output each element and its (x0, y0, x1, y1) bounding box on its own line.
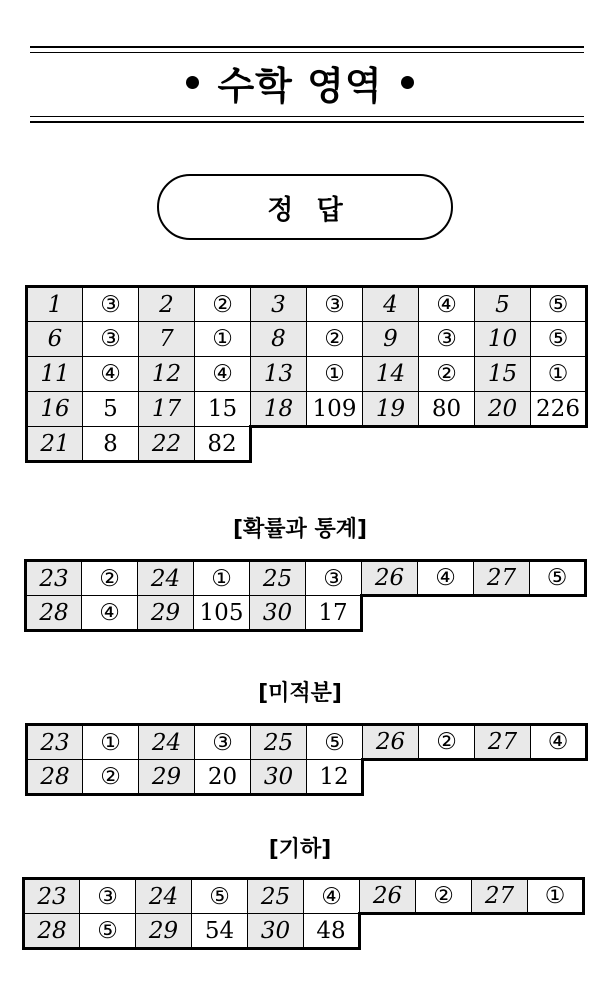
question-number: 17 (139, 392, 195, 427)
question-number: 19 (363, 392, 419, 427)
answer-value: ① (195, 322, 251, 357)
answer-value: ④ (195, 357, 251, 392)
question-number: 22 (139, 427, 195, 462)
answer-value: 80 (419, 392, 475, 427)
question-number: 11 (27, 357, 83, 392)
answer-value: ③ (195, 725, 251, 760)
answer-value: 226 (531, 392, 587, 427)
answer-row (27, 287, 587, 322)
question-number: 25 (248, 879, 304, 914)
question-number: 23 (26, 561, 82, 596)
answer-value: 8 (83, 427, 139, 462)
question-number: 2 (139, 287, 195, 322)
question-number: 9 (363, 322, 419, 357)
answer-value: ⑤ (80, 914, 136, 949)
answer-value: 20 (195, 760, 251, 795)
answer-value: ① (194, 561, 250, 596)
section-label-probability: [확률과 통계] (232, 517, 368, 542)
question-number: 20 (475, 392, 531, 427)
answer-row (27, 322, 587, 357)
answer-value: ② (419, 725, 475, 760)
top-double-rule-1 (30, 46, 584, 48)
empty-cell (418, 596, 474, 631)
question-number: 5 (475, 287, 531, 322)
answer-value: ② (82, 561, 138, 596)
empty-cell (472, 914, 528, 949)
title-text: 수학 영역 (217, 63, 383, 108)
answer-value: ② (419, 357, 475, 392)
section-label-geometry: [기하] (268, 837, 332, 862)
answer-value: ⑤ (192, 879, 248, 914)
empty-cell (362, 596, 418, 631)
answer-value: ③ (83, 322, 139, 357)
probability-answer-table (24, 559, 587, 632)
question-number: 13 (251, 357, 307, 392)
empty-cell (419, 760, 475, 795)
answer-value: ④ (82, 596, 138, 631)
empty-cell (474, 596, 530, 631)
question-number: 27 (475, 725, 531, 760)
answer-value: 48 (304, 914, 360, 949)
question-number: 26 (363, 725, 419, 760)
question-number: 28 (27, 760, 83, 795)
answer-value: 17 (306, 596, 362, 631)
answer-value: 109 (307, 392, 363, 427)
answer-value: ④ (419, 287, 475, 322)
answer-row (26, 561, 586, 596)
answer-row (27, 357, 587, 392)
answer-value: 105 (194, 596, 250, 631)
question-number: 26 (362, 561, 418, 596)
answer-value: ② (416, 879, 472, 914)
common-answer-table (25, 285, 588, 463)
section-label-calculus: [미적분] (258, 681, 342, 706)
answer-value: 54 (192, 914, 248, 949)
question-number: 28 (26, 596, 82, 631)
question-number: 30 (251, 760, 307, 795)
answer-row (27, 427, 587, 462)
question-number: 23 (24, 879, 80, 914)
question-number: 3 (251, 287, 307, 322)
question-number: 27 (472, 879, 528, 914)
question-number: 27 (474, 561, 530, 596)
empty-cell (528, 914, 584, 949)
question-number: 12 (139, 357, 195, 392)
question-number: 30 (250, 596, 306, 631)
answer-value: ② (83, 760, 139, 795)
answer-value: ② (195, 287, 251, 322)
empty-cell (531, 760, 587, 795)
question-number: 10 (475, 322, 531, 357)
question-number: 29 (138, 596, 194, 631)
answer-value: ④ (418, 561, 474, 596)
answer-row (27, 725, 587, 760)
question-number: 21 (27, 427, 83, 462)
bottom-double-rule-1 (30, 116, 584, 117)
answer-value: ② (307, 322, 363, 357)
question-number: 24 (139, 725, 195, 760)
question-number: 18 (251, 392, 307, 427)
answer-value: ③ (419, 322, 475, 357)
answer-value: ④ (304, 879, 360, 914)
answer-row (24, 914, 584, 949)
calculus-answer-table (25, 723, 588, 796)
answer-value: ③ (307, 287, 363, 322)
geometry-answer-table (22, 877, 585, 950)
answer-value: 15 (195, 392, 251, 427)
question-number: 7 (139, 322, 195, 357)
question-number: 26 (360, 879, 416, 914)
question-number: 1 (27, 287, 83, 322)
bullet-dot-icon (186, 76, 199, 89)
answer-value: 82 (195, 427, 251, 462)
answer-row (24, 879, 584, 914)
answer-heading-box: 정 답 (157, 174, 453, 240)
page-title (0, 52, 600, 112)
empty-cell (475, 760, 531, 795)
answer-value: ① (83, 725, 139, 760)
empty-cell (531, 427, 587, 462)
question-number: 14 (363, 357, 419, 392)
question-number: 23 (27, 725, 83, 760)
answer-row (27, 760, 587, 795)
answer-value: ⑤ (531, 287, 587, 322)
empty-cell (360, 914, 416, 949)
empty-cell (363, 760, 419, 795)
bullet-dot-icon (401, 76, 414, 89)
question-number: 15 (475, 357, 531, 392)
question-number: 24 (138, 561, 194, 596)
empty-cell (251, 427, 307, 462)
question-number: 6 (27, 322, 83, 357)
question-number: 8 (251, 322, 307, 357)
answer-value: ⑤ (531, 322, 587, 357)
bottom-double-rule-2 (30, 121, 584, 123)
question-number: 29 (136, 914, 192, 949)
question-number: 16 (27, 392, 83, 427)
answer-row (26, 596, 586, 631)
answer-value: ③ (80, 879, 136, 914)
answer-value: 12 (307, 760, 363, 795)
question-number: 28 (24, 914, 80, 949)
answer-value: ③ (83, 287, 139, 322)
question-number: 25 (250, 561, 306, 596)
empty-cell (416, 914, 472, 949)
question-number: 24 (136, 879, 192, 914)
answer-value: ④ (83, 357, 139, 392)
question-number: 29 (139, 760, 195, 795)
answer-value: ⑤ (307, 725, 363, 760)
empty-cell (530, 596, 586, 631)
answer-value: ⑤ (530, 561, 586, 596)
answer-value: ① (307, 357, 363, 392)
answer-value: ④ (531, 725, 587, 760)
empty-cell (419, 427, 475, 462)
question-number: 4 (363, 287, 419, 322)
answer-value: ③ (306, 561, 362, 596)
answer-value: ① (528, 879, 584, 914)
empty-cell (363, 427, 419, 462)
answer-row (27, 392, 587, 427)
empty-cell (475, 427, 531, 462)
empty-cell (307, 427, 363, 462)
question-number: 30 (248, 914, 304, 949)
answer-value: ① (531, 357, 587, 392)
answer-value: 5 (83, 392, 139, 427)
question-number: 25 (251, 725, 307, 760)
